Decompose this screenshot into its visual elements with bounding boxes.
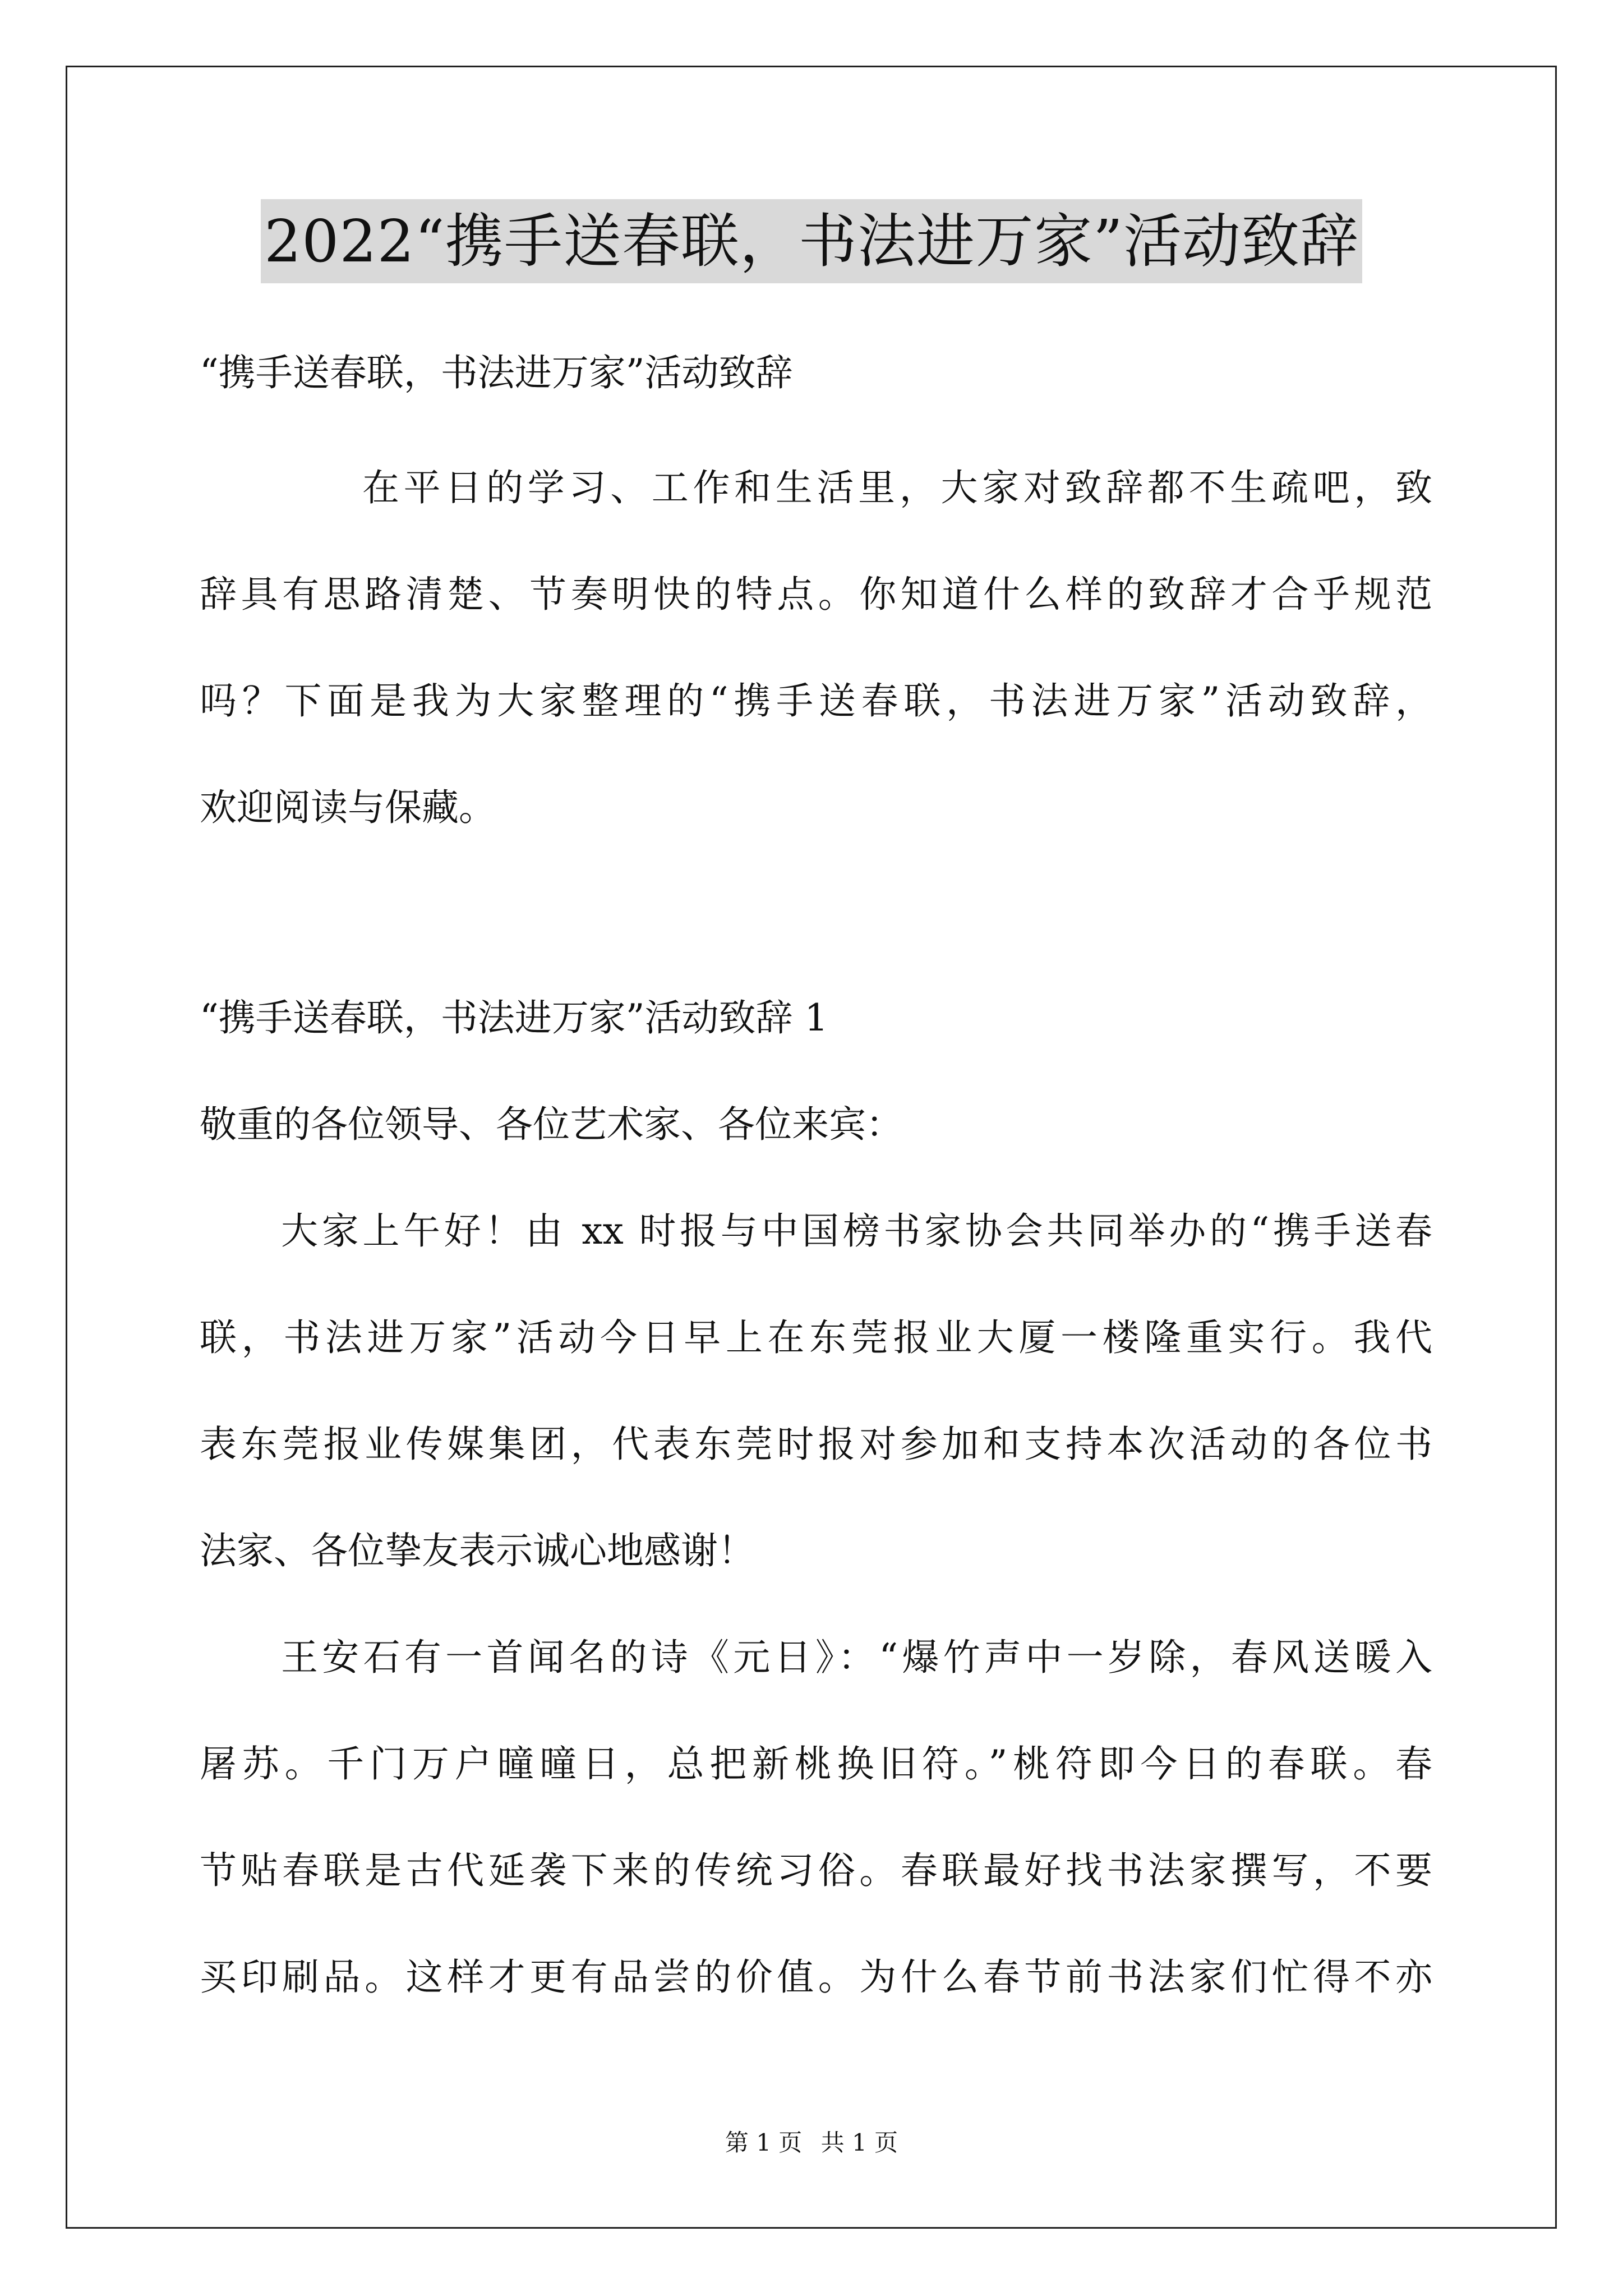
paragraph-line: 欢迎阅读与保藏。	[200, 786, 496, 829]
paragraph-line: 吗？下面是我为大家整理的“携手送春联，书法进万家”活动致辞，	[200, 679, 1432, 723]
title-container	[0, 199, 1623, 283]
paragraph-line: 大家上午好！由 xx 时报与中国榜书家协会共同举办的“携手送春	[281, 1209, 1432, 1253]
paragraph-line: 王安石有一首闻名的诗《元日》：“爆竹声中一岁除，春风送暖入	[281, 1636, 1432, 1679]
subtitle-line: “携手送春联，书法进万家”活动致辞	[200, 351, 793, 394]
paragraph-line: 表东莞报业传媒集团，代表东莞时报对参加和支持本次活动的各位书	[200, 1423, 1432, 1466]
paragraph-line: 辞具有思路清楚、节奏明快的特点。你知道什么样的致辞才合乎规范	[200, 573, 1432, 616]
page-number: 第 1 页	[725, 2129, 803, 2156]
paragraph-line: 在平日的学习、工作和生活里，大家对致辞都不生疏吧，致	[362, 466, 1432, 509]
paragraph-line: 联，书法进万家”活动今日早上在东莞报业大厦一楼隆重实行。我代	[200, 1316, 1432, 1359]
section-heading: “携手送春联，书法进万家”活动致辞 1	[200, 996, 828, 1039]
document-title: 2022“携手送春联，书法进万家”活动致辞	[261, 199, 1362, 283]
salutation-line: 敬重的各位领导、各位艺术家、各位来宾：	[200, 1103, 903, 1146]
paragraph-line: 屠苏。千门万户曈曈日，总把新桃换旧符。”桃符即今日的春联。春	[200, 1742, 1432, 1786]
paragraph-line: 买印刷品。这样才更有品尝的价值。为什么春节前书法家们忙得不亦	[200, 1955, 1432, 1999]
page-total: 共 1 页	[820, 2129, 898, 2156]
page-footer	[0, 2126, 1623, 2160]
paragraph-line: 法家、各位挚友表示诚心地感谢！	[200, 1529, 755, 1572]
paragraph-line: 节贴春联是古代延袭下来的传统习俗。春联最好找书法家撰写，不要	[200, 1849, 1432, 1892]
